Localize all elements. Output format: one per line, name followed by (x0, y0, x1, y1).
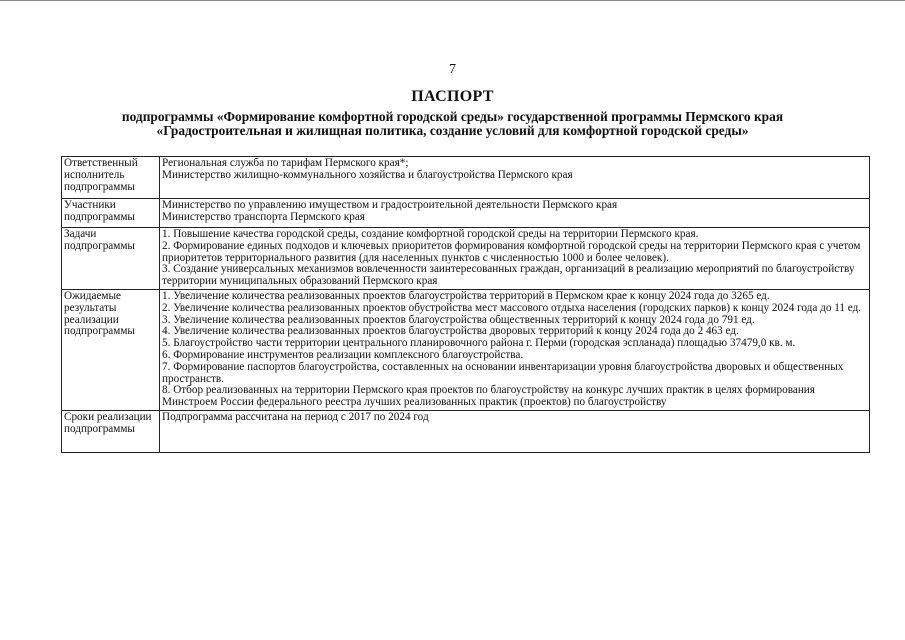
row-content (160, 410, 870, 452)
subtitle-line: «Градостроительная и жилищная политика, создание условий для комфортной городской среды» (156, 123, 749, 138)
content-line: 2. Увеличение количества реализованных проектов обустройства мест массового отдыха населения (городских парков) к концу 2024 года до 11 ед. (162, 301, 862, 314)
table-row-responsible (62, 157, 870, 199)
content-line: 3. Создание универсальных механизмов вовлеченности заинтересованных граждан, организаций в реализацию мероприятий по благоустройству территории муниципальных образований Пермского края (162, 263, 855, 288)
table-row-results (62, 289, 870, 410)
content-line: Министерство по управлению имуществом и градостроительной деятельности Пермского края (162, 199, 618, 211)
content-line: 1. Повышение качества городской среды, создание комфортной городской среды на территории Пермского края. (162, 228, 699, 240)
table-row-tasks (62, 228, 870, 290)
row-label: Ответственный исполнитель подпрограммы (62, 157, 160, 199)
content-line: 8. Отбор реализованных на территории Пермского края проектов по благоустройству на конкурс лучших практик в целях формирования Минстроем России федерального реестра лучших реализованных практик (проектов) по благоустройству (162, 384, 815, 409)
row-label: Задачи подпрограммы (62, 228, 160, 290)
row-content (160, 157, 870, 199)
passport-table (61, 156, 870, 453)
content-line: 6. Формирование инструментов реализации комплексного благоустройства. (162, 348, 524, 361)
content-line: 5. Благоустройство части территории центрального планировочного района г. Перми (городская эспланада) площадью 37479,0 кв. м. (162, 337, 796, 350)
row-label: Сроки реализации подпрограммы (62, 410, 160, 452)
content-line: 4. Увеличение количества реализованных проектов благоустройства дворовых территорий к концу 2024 года до 2 463 ед. (162, 325, 739, 338)
row-content (160, 199, 870, 228)
top-border (0, 0, 905, 1)
content-line: 7. Формирование паспортов благоустройства, составленных на основании инвентаризации уровня благоустройства дворовых и общественных пространств. (162, 360, 844, 385)
page-number: 7 (449, 62, 456, 77)
row-label: Ожидаемые результаты реализации подпрограммы (62, 289, 160, 410)
row-content (160, 289, 870, 410)
content-line: Региональная служба по тарифам Пермского края*; (162, 157, 409, 169)
content-line: Министерство жилищно-коммунального хозяйства и благоустройства Пермского края (162, 168, 573, 181)
subtitle-line: подпрограммы «Формирование комфортной городской среды» государственной программы Пермского края (121, 109, 784, 124)
table-row-terms (62, 410, 870, 452)
content-line: Подпрограмма рассчитана на период с 2017 по 2024 год (162, 410, 429, 423)
row-content (160, 228, 870, 290)
row-label: Участники подпрограммы (62, 199, 160, 228)
content-line: Министерство транспорта Пермского края (162, 210, 365, 223)
table-row-participants (62, 199, 870, 228)
document-title: ПАСПОРТ (411, 88, 494, 105)
content-line: 2. Формирование единых подходов и ключевых приоритетов формирования комфортной городской среды на территории Пермского края с учетом приоритетов территориального развития (для населенных пунктов с численностью 1000 и более человек). (162, 239, 861, 264)
document-subtitle (20, 110, 885, 138)
content-line: 1. Увеличение количества реализованных проектов благоустройства территорий в Пермском крае к концу 2024 года до 3265 ед. (162, 289, 770, 302)
content-line: 3. Увеличение количества реализованных проектов благоустройства общественных территорий к концу 2024 года до 791 ед. (162, 313, 755, 326)
